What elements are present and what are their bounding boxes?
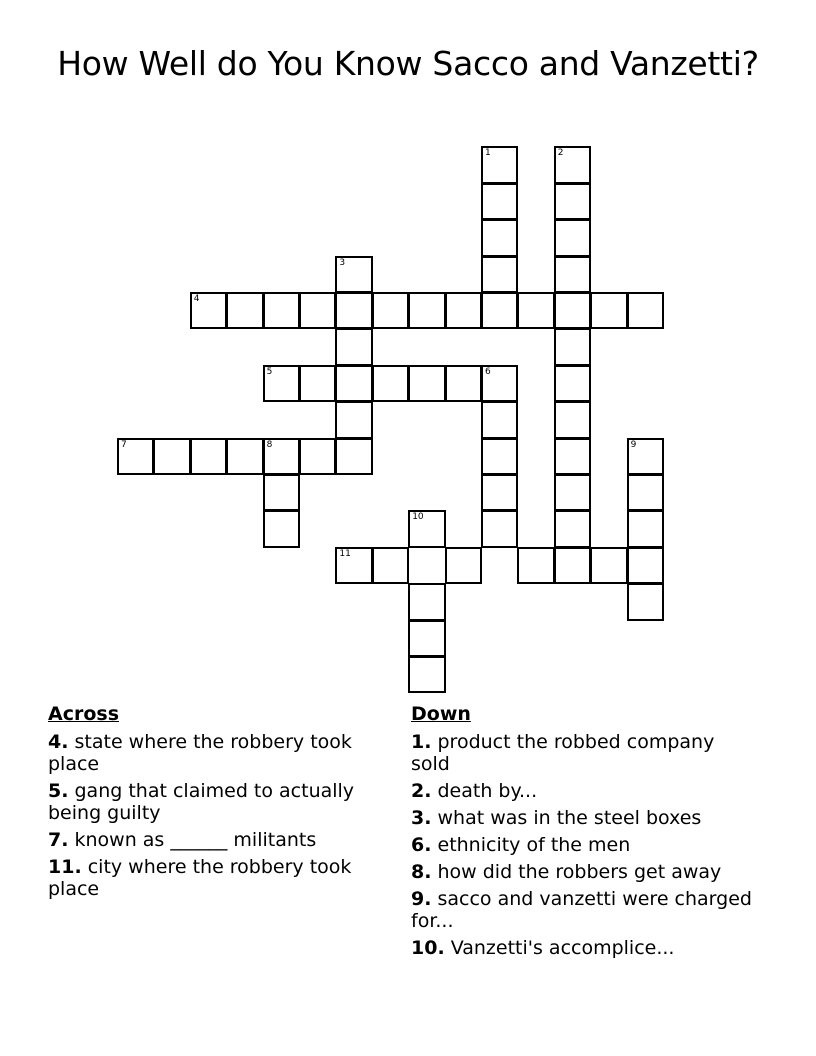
crossword-cell[interactable] (372, 547, 409, 584)
clue-number: 5. (48, 780, 69, 802)
clue-down-9 (411, 888, 756, 932)
crossword-cell[interactable] (554, 474, 591, 511)
clue-text: product the robbed company sold (411, 731, 715, 775)
crossword-cell[interactable] (263, 474, 300, 511)
page-title: How Well do You Know Sacco and Vanzetti? (57, 44, 759, 83)
clue-number: 2. (411, 780, 432, 802)
crossword-cell[interactable] (445, 292, 482, 329)
cell-number: 6 (485, 366, 491, 377)
crossword-cell[interactable] (372, 365, 409, 402)
crossword-cell[interactable] (554, 438, 591, 475)
crossword-cell[interactable] (627, 510, 664, 547)
clue-number: 1. (411, 731, 432, 753)
clue-text: ethnicity of the men (437, 834, 631, 856)
clue-down-6 (411, 834, 756, 856)
crossword-cell[interactable] (554, 328, 591, 365)
crossword-cell[interactable] (627, 547, 664, 584)
clue-text: death by... (437, 780, 538, 802)
clue-across-4 (48, 731, 388, 775)
crossword-cell[interactable] (554, 146, 591, 183)
crossword-cell[interactable] (481, 438, 518, 475)
crossword-cell[interactable] (517, 292, 554, 329)
crossword-cell[interactable] (590, 547, 627, 584)
clue-down-10 (411, 937, 756, 959)
clue-across-11 (48, 856, 388, 900)
crossword-cell[interactable] (190, 292, 227, 329)
crossword-cell[interactable] (408, 292, 445, 329)
crossword-cell[interactable] (263, 510, 300, 547)
clue-down-1 (411, 731, 756, 775)
clue-text: how did the robbers get away (437, 861, 722, 883)
cell-number: 8 (266, 439, 273, 450)
crossword-cell[interactable] (445, 365, 482, 402)
crossword-cell[interactable] (590, 292, 627, 329)
crossword-cell[interactable] (481, 365, 518, 402)
crossword-cell[interactable] (335, 328, 372, 365)
crossword-cell[interactable] (481, 474, 518, 511)
clue-number: 10. (411, 937, 445, 959)
cell-number: 3 (339, 257, 346, 268)
cell-number: 9 (630, 439, 637, 450)
crossword-cell[interactable] (627, 292, 664, 329)
crossword-cell[interactable] (408, 656, 445, 693)
crossword-cell[interactable] (554, 183, 591, 220)
crossword-cell[interactable] (335, 256, 372, 293)
clue-text: sacco and vanzetti were charged for... (411, 888, 752, 932)
crossword-cell[interactable] (517, 547, 554, 584)
cell-number: 4 (193, 294, 200, 304)
crossword-cell[interactable] (554, 401, 591, 438)
cell-number: 1 (485, 148, 491, 159)
crossword-cell[interactable] (481, 292, 518, 329)
crossword-cell[interactable] (335, 365, 372, 402)
clue-number: 6. (411, 834, 432, 856)
crossword-cell[interactable] (554, 256, 591, 293)
across-clues (48, 703, 388, 905)
clue-text: Vanzetti's accomplice... (450, 937, 675, 959)
clue-number: 4. (48, 731, 69, 753)
clue-down-2 (411, 780, 756, 802)
crossword-cell[interactable] (335, 547, 372, 584)
crossword-cell[interactable] (335, 438, 372, 475)
crossword-cell[interactable] (408, 620, 445, 657)
clue-number: 3. (411, 807, 432, 829)
down-heading: Down (411, 703, 471, 725)
across-heading: Across (48, 703, 120, 725)
crossword-cell[interactable] (554, 547, 591, 584)
crossword-cell[interactable] (408, 583, 445, 620)
clue-across-5 (48, 780, 388, 824)
crossword-cell[interactable] (372, 292, 409, 329)
crossword-cell[interactable] (408, 365, 445, 402)
cell-number: 11 (339, 548, 351, 559)
crossword-cell[interactable] (408, 510, 445, 547)
clue-number: 9. (411, 888, 432, 910)
crossword-cell[interactable] (481, 146, 518, 183)
crossword-cell[interactable] (445, 547, 482, 584)
crossword-cell[interactable] (226, 292, 263, 329)
clue-text: gang that claimed to actually being guilty (48, 780, 355, 824)
clue-number: 7. (48, 829, 69, 851)
crossword-cell[interactable] (481, 510, 518, 547)
cell-number: 7 (121, 439, 127, 450)
crossword-cell[interactable] (263, 438, 300, 475)
crossword-cell[interactable] (627, 438, 664, 475)
clue-number: 8. (411, 861, 432, 883)
clue-text: city where the robbery took place (48, 856, 352, 900)
clue-text: state where the robbery took place (48, 731, 352, 775)
clue-text: known as ______ militants (74, 829, 317, 851)
crossword-cell[interactable] (226, 438, 263, 475)
crossword-cell[interactable] (627, 583, 664, 620)
clue-text: what was in the steel boxes (437, 807, 702, 829)
crossword-cell[interactable] (481, 219, 518, 256)
clue-down-3 (411, 807, 756, 829)
crossword-cell[interactable] (299, 365, 336, 402)
crossword-cell[interactable] (263, 365, 300, 402)
cell-number: 10 (412, 512, 424, 523)
crossword-cell[interactable] (627, 474, 664, 511)
cell-number: 2 (557, 148, 564, 159)
crossword-cell[interactable] (153, 438, 190, 475)
crossword-cell[interactable] (299, 438, 336, 475)
crossword-cell[interactable] (554, 292, 591, 329)
crossword-cell[interactable] (299, 292, 336, 329)
clue-across-7 (48, 829, 388, 851)
crossword-cell[interactable] (481, 256, 518, 293)
crossword-cell[interactable] (554, 365, 591, 402)
crossword-cell[interactable] (481, 183, 518, 220)
crossword-cell[interactable] (335, 401, 372, 438)
crossword-cell[interactable] (554, 510, 591, 547)
crossword-cell[interactable] (335, 292, 372, 329)
clue-number: 11. (48, 856, 82, 878)
crossword-cell[interactable] (263, 292, 300, 329)
down-clues (411, 703, 756, 964)
crossword-cell[interactable] (481, 401, 518, 438)
clue-down-8 (411, 861, 756, 883)
crossword-cell[interactable] (554, 219, 591, 256)
cell-number: 5 (266, 366, 273, 377)
crossword-cell[interactable] (117, 438, 154, 475)
crossword-cell[interactable] (190, 438, 227, 475)
